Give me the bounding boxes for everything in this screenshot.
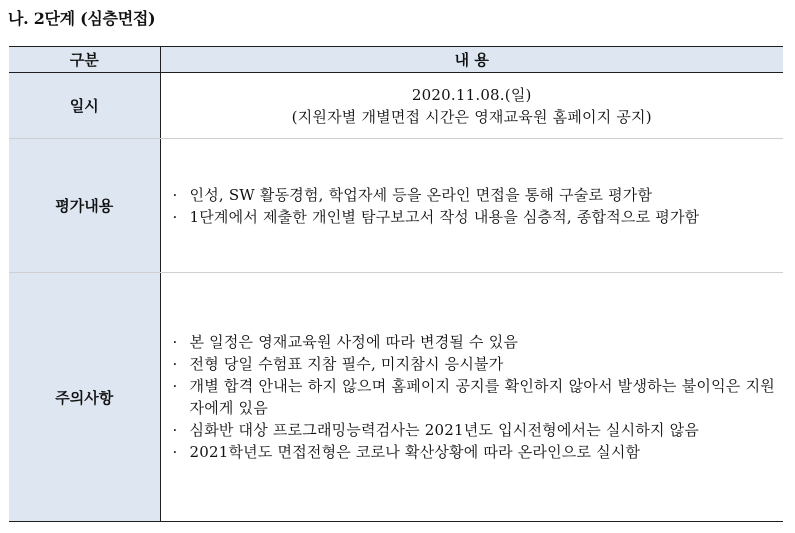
notes-list xyxy=(161,331,784,463)
row-content-schedule xyxy=(160,73,783,139)
bullet-icon: · xyxy=(172,421,178,439)
schedule-date: 2020.11.08.(일) xyxy=(411,85,532,104)
table-row-evaluation xyxy=(9,139,783,273)
schedule-note: (지원자별 개별면접 시간은 영재교육원 홈페이지 공지) xyxy=(291,107,652,126)
list-item: · 심화반 대상 프로그래밍능력검사는 2021년도 입시전형에서는 실시하지 않음 xyxy=(172,421,699,439)
evaluation-list xyxy=(161,184,784,228)
header-category: 구분 xyxy=(9,47,160,73)
row-content-evaluation xyxy=(160,139,783,273)
list-item: · 2021학년도 면접전형은 코로나 확산상황에 따라 온라인으로 실시함 xyxy=(172,443,641,461)
list-item: · 개별 합격 안내는 하지 않으며 홈페이지 공지를 확인하지 않아서 발생하는 불이익은 지원자에게 있음 xyxy=(172,377,775,417)
bullet-icon: · xyxy=(172,377,178,395)
row-label-evaluation: 평가내용 xyxy=(9,139,160,273)
bullet-icon: · xyxy=(172,207,178,226)
bullet-icon: · xyxy=(172,185,178,204)
row-label-schedule: 일시 xyxy=(9,73,160,139)
interview-table xyxy=(9,46,783,522)
bullet-icon: · xyxy=(172,443,178,461)
list-item: · 1단계에서 제출한 개인별 탐구보고서 작성 내용을 심층적, 종합적으로 평가함 xyxy=(172,207,700,226)
table-row-notes xyxy=(9,273,783,522)
list-item: · 전형 당일 수험표 지참 필수, 미지참시 응시불가 xyxy=(172,355,504,373)
bullet-icon: · xyxy=(172,355,178,373)
list-item: · 본 일정은 영재교육원 사정에 따라 변경될 수 있음 xyxy=(172,333,519,351)
row-content-notes xyxy=(160,273,783,522)
table-row-schedule xyxy=(9,73,783,139)
list-item: · 인성, SW 활동경험, 학업자세 등을 온라인 면접을 통해 구술로 평가함 xyxy=(172,185,653,204)
table-header-row xyxy=(9,47,783,73)
header-content: 내 용 xyxy=(160,47,783,73)
bullet-icon: · xyxy=(172,333,178,351)
section-heading: 나. 2단계 (심층면접) xyxy=(8,9,156,28)
row-label-notes: 주의사항 xyxy=(9,273,160,522)
